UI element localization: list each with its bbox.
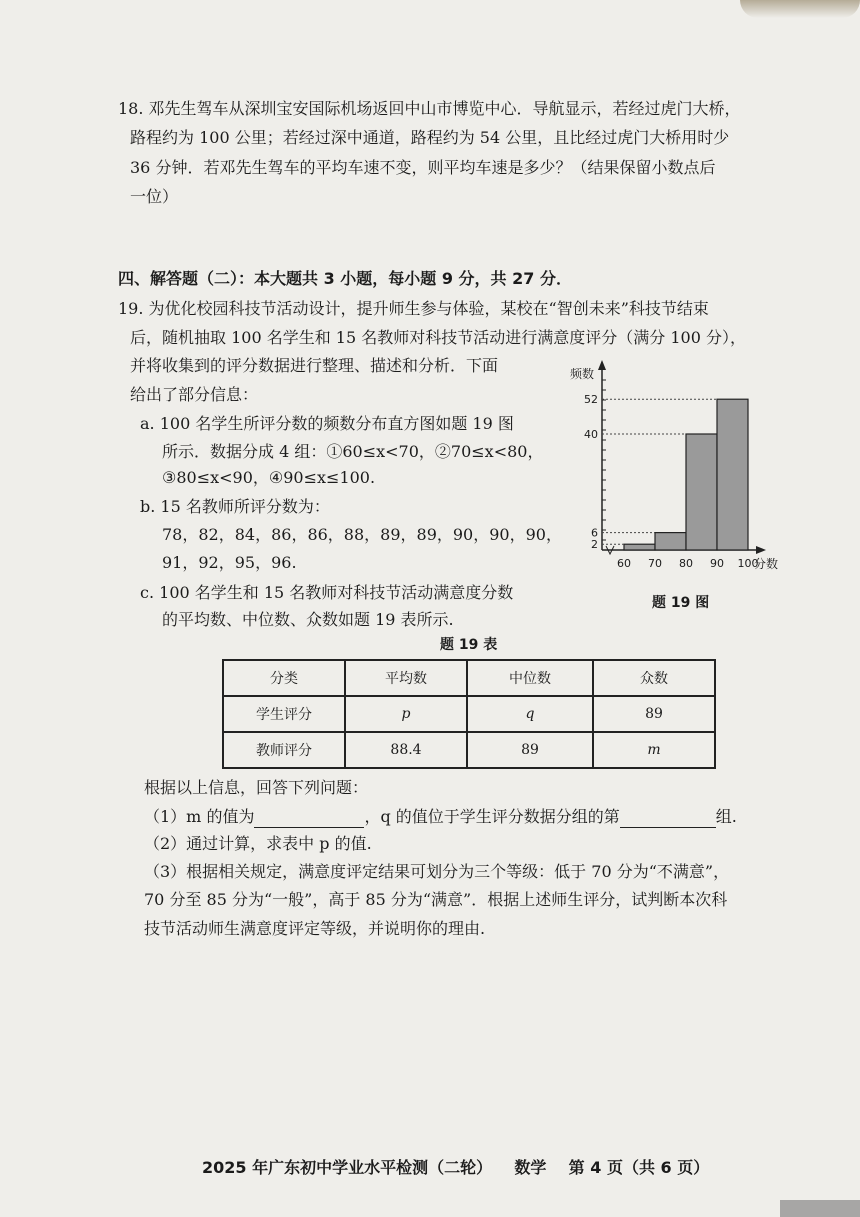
q19-item-b: 78，82，84，86，86，88，89，89，90，90，90，	[162, 525, 562, 544]
table-caption: 题 19 表	[440, 637, 498, 653]
sub-question-3: 技节活动师生满意度评定等级，并说明你的理由.	[144, 919, 486, 938]
q19-item-b: b. 15 名教师所评分数为：	[140, 497, 330, 516]
table-header-cell: 众数	[593, 660, 715, 696]
sub-question-2: （2）通过计算，求表中 p 的值.	[144, 834, 372, 853]
table-cell: 89	[593, 696, 715, 732]
table-header-cell: 中位数	[467, 660, 593, 696]
x-tick-label: 100	[737, 557, 759, 570]
table-row	[223, 732, 715, 768]
q19-item-c: 的平均数、中位数、众数如题 19 表所示.	[162, 610, 454, 629]
table-row	[223, 696, 715, 732]
q19-item-a: 所示．数据分成 4 组：①60≤x<70，②70≤x<80，	[162, 442, 544, 461]
q18-line: 一位）	[130, 187, 179, 206]
q19-item-a: a. 100 名学生所评分数的频数分布直方图如题 19 图	[140, 414, 514, 433]
x-axis-label: 分数	[753, 557, 778, 571]
page-shadow	[740, 0, 860, 18]
y-tick-label: 6	[591, 526, 598, 540]
sub-question-1	[144, 806, 737, 828]
score-table	[222, 659, 716, 769]
answer-blank-q[interactable]	[620, 811, 716, 828]
histogram-bar	[717, 399, 748, 550]
q18-line: 路程约为 100 公里；若经过深中通道，路程约为 54 公里，且比经过虎门大桥用时少	[130, 128, 730, 147]
q18-line: 18. 邓先生驾车从深圳宝安国际机场返回中山市博览中心．导航显示，若经过虎门大桥，	[118, 99, 741, 118]
x-tick-label: 70	[648, 557, 662, 570]
q19-intro-line: 后，随机抽取 100 名学生和 15 名教师对科技节活动进行满意度评分（满分 100 分），	[130, 328, 746, 347]
x-axis-arrow	[756, 546, 766, 554]
sub1-text: 组.	[715, 807, 737, 826]
table-cell: m	[593, 732, 715, 768]
q19-item-b: 91，92，95，96.	[162, 553, 297, 572]
sub1-text: ，q 的值位于学生评分数据分组的第	[364, 807, 620, 826]
table-cell: 教师评分	[223, 732, 345, 768]
table-header-row	[223, 660, 715, 696]
table-header-cell: 平均数	[345, 660, 467, 696]
q19-intro-line: 给出了部分信息：	[130, 385, 259, 404]
section-heading: 四、解答题（二）：本大题共 3 小题，每小题 9 分，共 27 分．	[118, 269, 572, 288]
table-cell: 88.4	[345, 732, 467, 768]
page-shadow-bottom	[780, 1200, 860, 1217]
histogram-bar	[624, 544, 655, 550]
table-cell: q	[467, 696, 593, 732]
table-cell: p	[345, 696, 467, 732]
y-tick-label: 52	[584, 393, 598, 407]
q18-line: 36 分钟．若邓先生驾车的平均车速不变，则平均车速是多少？（结果保留小数点后	[130, 158, 716, 177]
sub1-text: （1）m 的值为	[144, 807, 255, 826]
q19-intro-line: 并将收集到的评分数据进行整理、描述和分析．下面	[130, 356, 499, 375]
y-axis-arrow	[598, 360, 606, 370]
table-cell: 学生评分	[223, 696, 345, 732]
table-header-cell: 分类	[223, 660, 345, 696]
q19-item-a: ③80≤x<90，④90≤x≤100.	[162, 468, 376, 487]
histogram-bar	[655, 533, 686, 550]
x-tick-label: 60	[617, 557, 631, 570]
histogram-bar	[686, 434, 717, 550]
histogram-chart	[560, 358, 790, 618]
sub-question-3: （3）根据相关规定，满意度评定结果可划分为三个等级：低于 70 分为“不满意”，	[144, 862, 730, 881]
q19-item-c: c. 100 名学生和 15 名教师对科技节活动满意度分数	[140, 583, 514, 602]
x-tick-label: 90	[710, 557, 724, 570]
page-footer: 2025 年广东初中学业水平检测（二轮） 数学 第 4 页（共 6 页）	[202, 1158, 710, 1177]
q19-intro-line: 19. 为优化校园科技节活动设计，提升师生参与体验，某校在“智创未来”科技节结束	[118, 299, 709, 318]
chart-caption: 题 19 图	[652, 595, 710, 611]
x-tick-label: 80	[679, 557, 693, 570]
sub-question-3: 70 分至 85 分为“一般”，高于 85 分为“满意”．根据上述师生评分，试判断本次科	[144, 890, 728, 909]
y-tick-label: 2	[591, 538, 598, 552]
answer-blank-m[interactable]	[254, 811, 364, 828]
y-tick-label: 40	[584, 428, 598, 441]
table-cell: 89	[467, 732, 593, 768]
y-axis-label: 频数	[569, 367, 594, 381]
answer-intro: 根据以上信息，回答下列问题：	[144, 778, 369, 797]
